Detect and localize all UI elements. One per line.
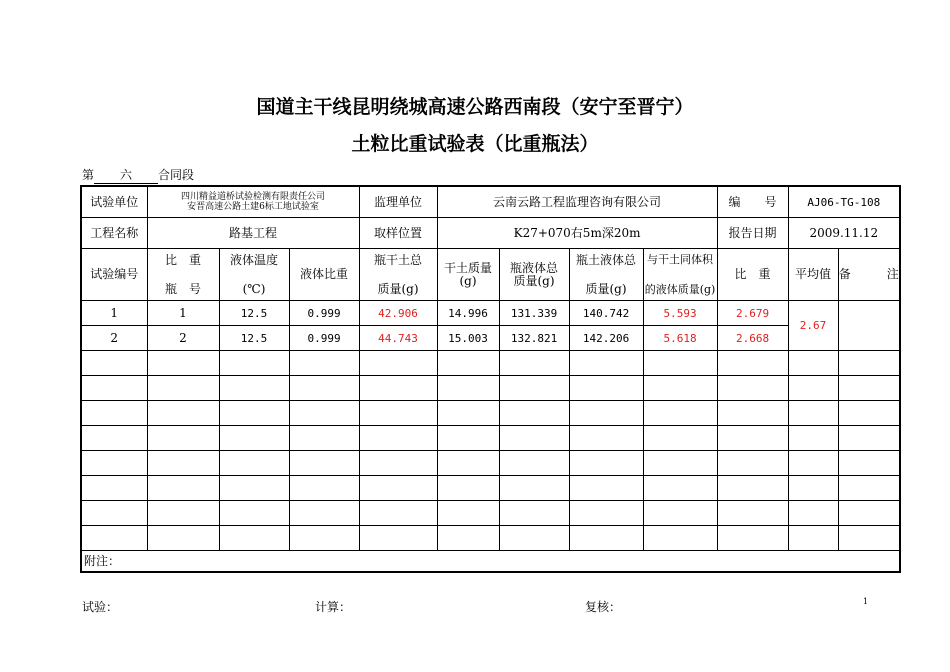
cell-equal-volume: 5.618 [643,326,717,351]
empty-row [81,451,900,476]
table-row [81,301,900,326]
empty-row [81,351,900,376]
col-bottle-soil-liquid-bottom: 质量(g) [585,281,627,296]
empty-row [81,401,900,426]
calculator-signature: 计算： [315,600,352,614]
col-average: 平均值 [788,249,838,301]
col-equal-volume-top: 与干土同体积 [647,252,714,266]
project-value: 路基工程 [147,218,359,249]
empty-row [81,376,900,401]
col-bottle-no [147,249,219,301]
cell-bottle-soil-liquid: 140.742 [569,301,643,326]
col-bottle-liquid-bottom: 质量(g) [513,273,555,288]
cell-bottle-dry-soil: 42.906 [359,301,437,326]
header-row-2 [81,218,900,249]
col-test-no: 试验编号 [81,249,147,301]
cell-dry-soil: 15.003 [437,326,499,351]
cell-test-no: 1 [81,301,147,326]
cell-equal-volume: 5.593 [643,301,717,326]
section-number: 六 [94,166,158,184]
col-liquid-temp-bottom: (℃) [242,281,266,296]
cell-bottle: 1 [147,301,219,326]
empty-row [81,476,900,501]
sampling-label: 取样位置 [359,218,437,249]
col-bottle-top: 比 重 [164,252,201,267]
empty-row [81,501,900,526]
cell-specific-gravity: 2.668 [717,326,788,351]
report-date-value: 2009.11.12 [788,218,900,249]
project-label: 工程名称 [81,218,147,249]
test-unit-line1: 四川精益道桥试验检测有限责任公司 [181,192,326,202]
supervision-label: 监理单位 [359,186,437,218]
col-liquid-temp [219,249,289,301]
col-bottle-soil-liquid-top: 瓶土液体总 [576,252,637,267]
supervision-value: 云南云路工程监理咨询有限公司 [437,186,717,218]
test-unit-line2: 安晋高速公路土建6标工地试验室 [187,202,319,212]
cell-liquid-sg: 0.999 [289,326,359,351]
empty-row [81,426,900,451]
col-bottle-liquid [499,249,569,301]
empty-row [81,526,900,551]
cell-specific-gravity: 2.679 [717,301,788,326]
reviewer-signature: 复核： [585,600,622,614]
cell-bottle-dry-soil: 44.743 [359,326,437,351]
cell-bottle-liquid: 132.821 [499,326,569,351]
specific-gravity-table [80,185,901,573]
col-dry-soil-bottom: (g) [459,273,477,288]
report-date-label: 报告日期 [717,218,788,249]
number-label: 编 号 [717,186,788,218]
test-unit-value [147,186,359,218]
col-bottle-soil-liquid [569,249,643,301]
cell-temp: 12.5 [219,326,289,351]
col-specific-gravity: 比 重 [717,249,788,301]
cell-liquid-sg: 0.999 [289,301,359,326]
section-prefix: 第 [82,168,95,182]
col-remarks: 备 注 [838,249,900,301]
col-bottle-bottom: 瓶 号 [164,281,201,296]
table-row [81,326,900,351]
col-dry-soil-top: 干土质量 [444,260,493,275]
cell-bottle: 2 [147,326,219,351]
cell-dry-soil: 14.996 [437,301,499,326]
remark-label: 附注： [81,551,900,573]
header-row-1 [81,186,900,218]
col-equal-volume-bottom: 的液体质量(g) [644,282,716,296]
page-mark: 1 [863,597,869,606]
test-unit-label: 试验单位 [81,186,147,218]
column-header-row [81,249,900,301]
col-bottle-dry-soil-top: 瓶干土总 [374,252,423,267]
contract-section [82,166,194,184]
document-title: 国道主干线昆明绕城高速公路西南段（安宁至晋宁） [256,96,694,118]
cell-average: 2.67 [788,301,838,351]
tester-signature: 试验： [82,600,119,614]
cell-bottle-soil-liquid: 142.206 [569,326,643,351]
col-bottle-dry-soil [359,249,437,301]
section-suffix: 合同段 [158,168,195,182]
col-liquid-temp-top: 液体温度 [229,252,278,267]
col-liquid-sg: 液体比重 [289,249,359,301]
sampling-value: K27+070右5m深20m [437,218,717,249]
remark-row [81,551,900,573]
cell-bottle-liquid: 131.339 [499,301,569,326]
cell-test-no: 2 [81,326,147,351]
col-equal-volume [643,249,717,301]
cell-remarks [838,301,900,351]
col-bottle-dry-soil-bottom: 质量(g) [377,281,419,296]
number-value: AJ06-TG-108 [788,186,900,218]
col-bottle-liquid-top: 瓶液体总 [510,260,559,275]
col-dry-soil [437,249,499,301]
cell-temp: 12.5 [219,301,289,326]
document-subtitle: 土粒比重试验表（比重瓶法） [351,133,599,155]
